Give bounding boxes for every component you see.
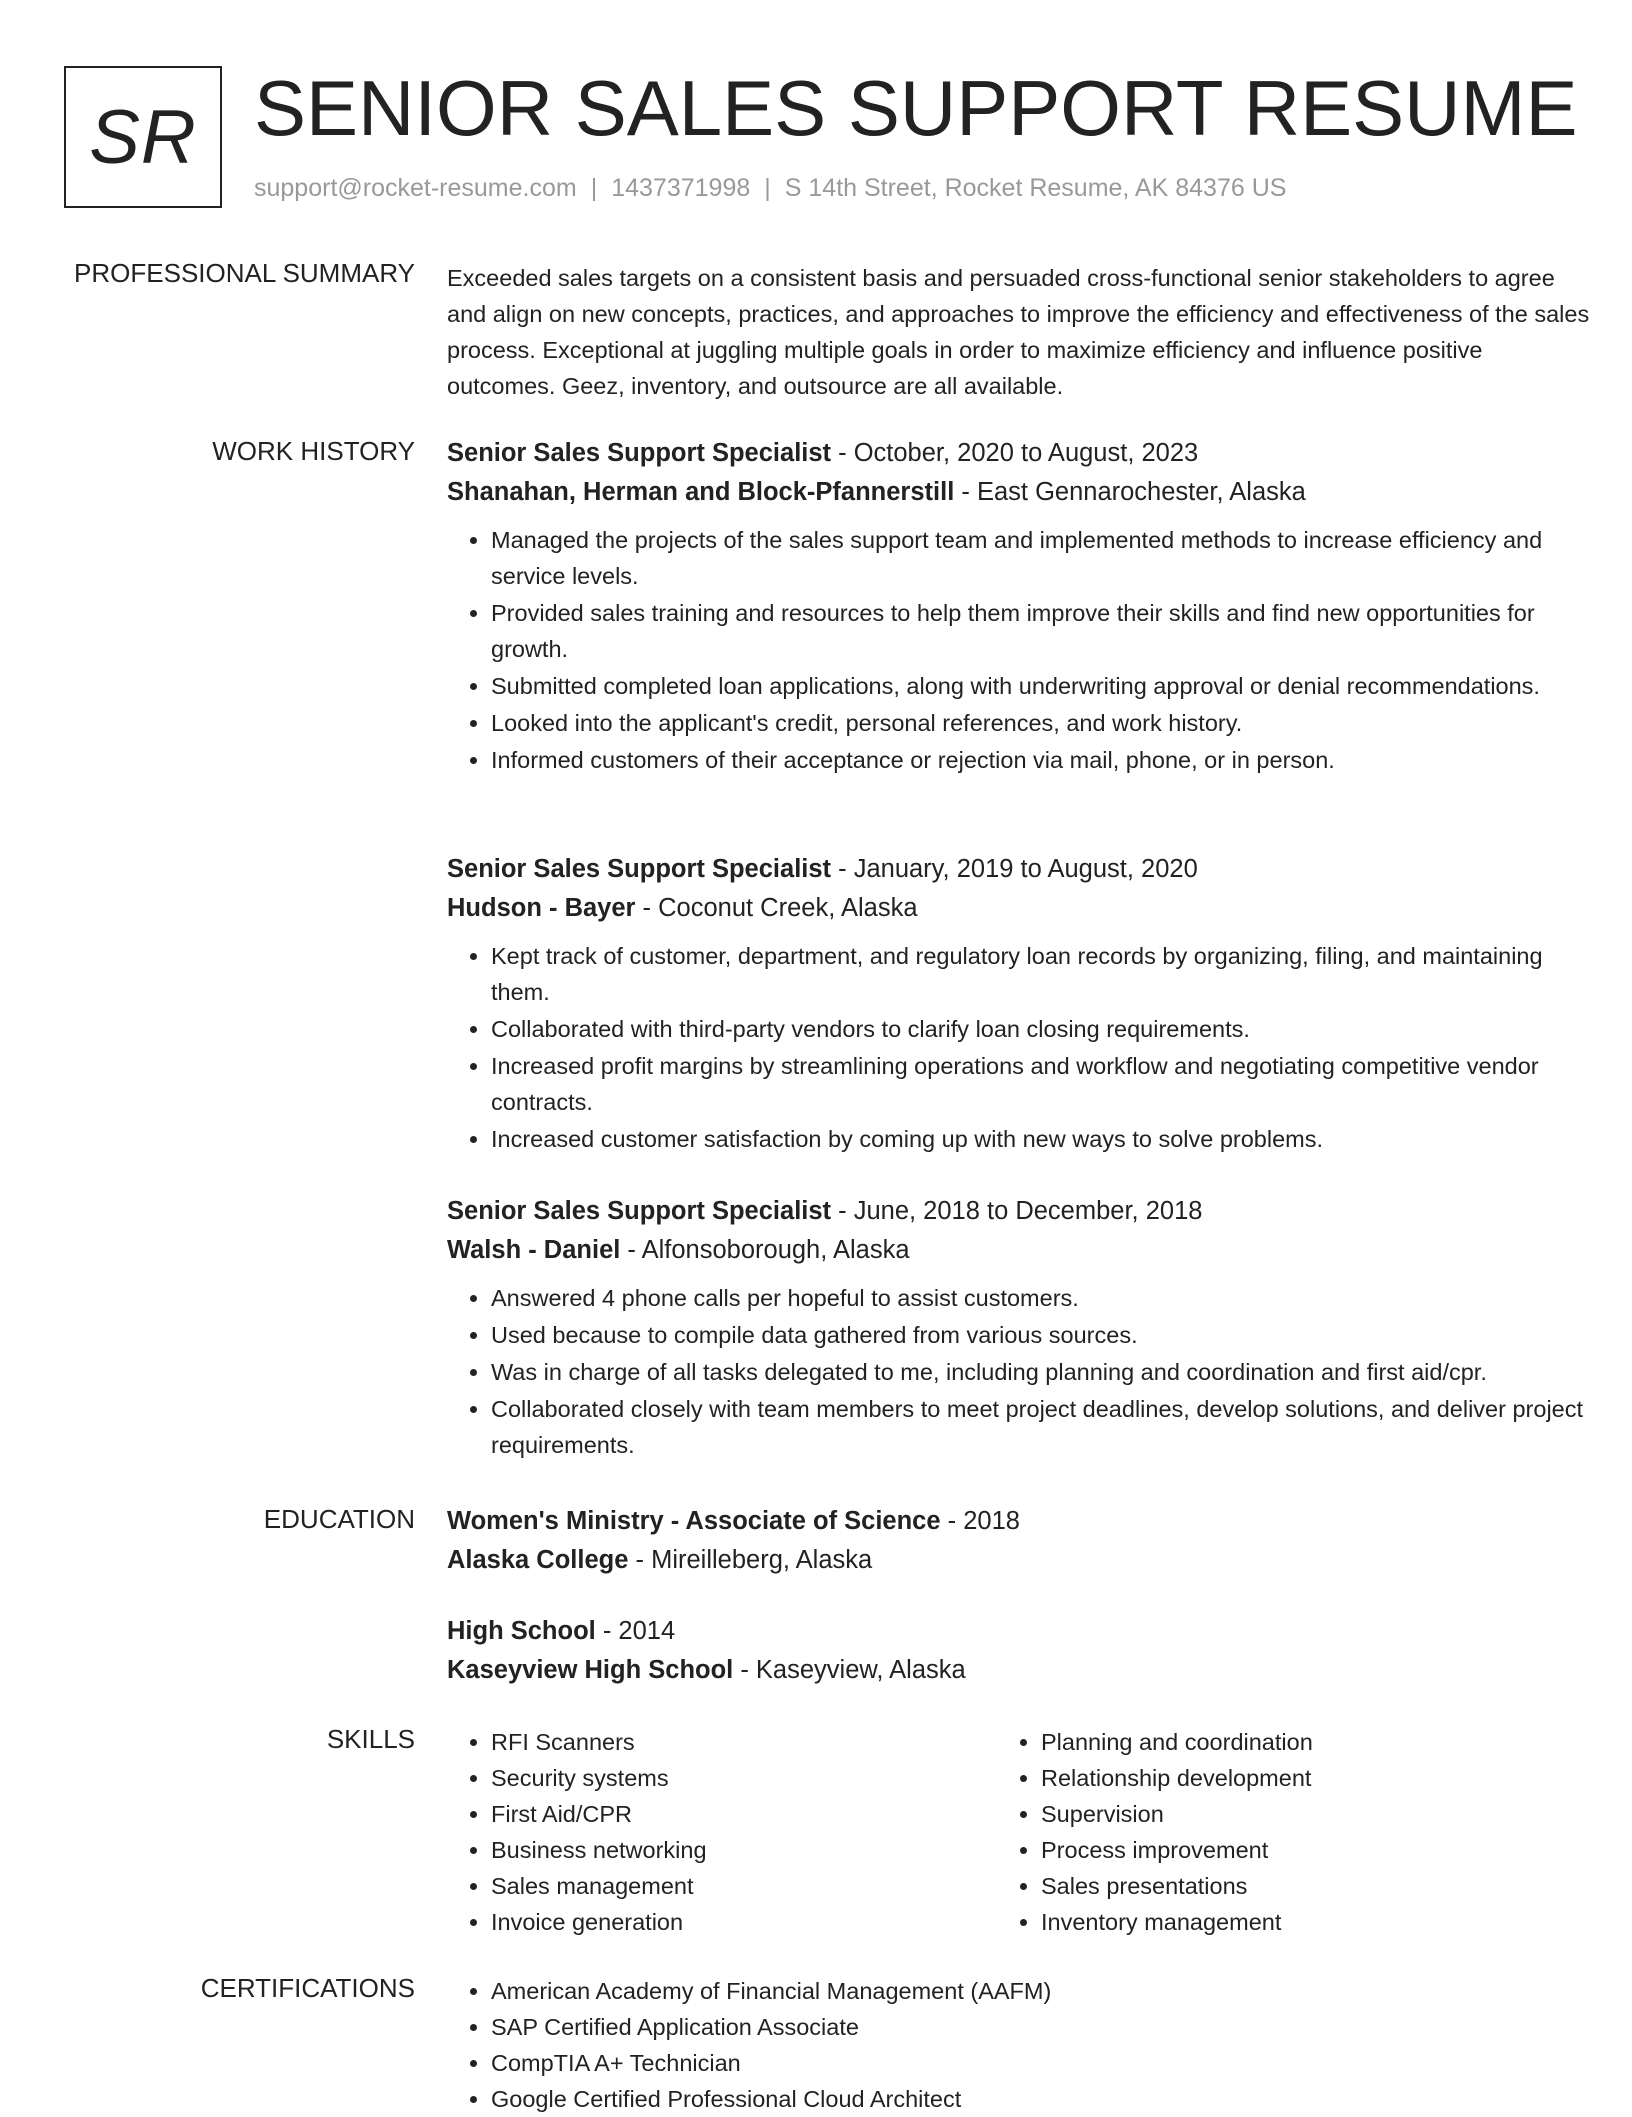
education-degree: Women's Ministry - Associate of Science: [447, 1507, 941, 1535]
job-company-line: [447, 889, 1597, 928]
list-item: • First Aid/CPR: [491, 1796, 997, 1832]
education-school: Kaseyview High School: [447, 1656, 734, 1684]
skills-columns: [447, 1724, 1597, 1940]
education-degree-line: [447, 1502, 1597, 1541]
job-entry: [447, 1192, 1597, 1463]
education-year: - 2014: [595, 1617, 676, 1645]
job-title: Senior Sales Support Specialist: [447, 439, 832, 467]
skills-list: [997, 1724, 1547, 1940]
job-bullets: [447, 522, 1597, 778]
list-item: • Inventory management: [1041, 1904, 1547, 1940]
list-item: • Business networking: [491, 1832, 997, 1868]
job-title: Senior Sales Support Specialist: [447, 1197, 832, 1225]
section-label-work-history: WORK HISTORY: [212, 436, 415, 466]
list-item: • Collaborated with third-party vendors to clarify loan closing requirements.: [491, 1011, 1597, 1047]
list-item: • Increased customer satisfaction by coming up with new ways to solve problems.: [491, 1121, 1597, 1157]
summary-text: Exceeded sales targets on a consistent basis and persuaded cross-functional senior stakeholders to agree and align on new concepts, practices, and approaches to improve the efficiency and effectiveness of the sales process. Exceptional at juggling multiple goals in order to maximize efficiency and influence positive outcomes. Geez, inventory, and outsource are all available.: [447, 265, 1590, 399]
list-item: • Was in charge of all tasks delegated to me, including planning and coordination and first aid/cpr.: [491, 1354, 1597, 1390]
contact-line: [254, 174, 1286, 203]
job-dates: - October, 2020 to August, 2023: [831, 439, 1199, 467]
job-location: - Alfonsoborough, Alaska: [620, 1236, 910, 1264]
job-company-line: [447, 473, 1597, 512]
job-location: - Coconut Creek, Alaska: [635, 894, 918, 922]
education-degree-line: [447, 1612, 1597, 1651]
list-item: • Security systems: [491, 1760, 997, 1796]
list-item: • Sales presentations: [1041, 1868, 1547, 1904]
list-item: • Increased profit margins by streamlining operations and workflow and negotiating competitive vendor contracts.: [491, 1048, 1597, 1120]
list-item: • Planning and coordination: [1041, 1724, 1547, 1760]
job-bullets: [447, 1280, 1597, 1463]
section-label-skills: SKILLS: [326, 1724, 415, 1754]
job-title: Senior Sales Support Specialist: [447, 855, 832, 883]
education-year: - 2018: [940, 1507, 1020, 1535]
job-title-line: [447, 850, 1597, 889]
list-item: • Collaborated closely with team members to meet project deadlines, develop solutions, and deliver project requirements.: [491, 1391, 1597, 1463]
job-entry: [447, 434, 1597, 778]
education-location: - Kaseyview, Alaska: [733, 1656, 966, 1684]
list-item: • Google Certified Professional Cloud Architect: [491, 2081, 1597, 2117]
job-company: Walsh - Daniel: [447, 1236, 621, 1264]
job-company: Shanahan, Herman and Block-Pfannerstill: [447, 478, 955, 506]
certifications-list: [447, 1973, 1597, 2117]
job-title-line: [447, 434, 1597, 473]
education-school-line: [447, 1541, 1597, 1580]
skills-column-left: [447, 1724, 997, 1940]
job-location: - East Gennarochester, Alaska: [954, 478, 1306, 506]
job-dates: - June, 2018 to December, 2018: [831, 1197, 1203, 1225]
job-company: Hudson - Bayer: [447, 894, 636, 922]
list-item: • Sales management: [491, 1868, 997, 1904]
education-entry: [447, 1612, 1597, 1690]
contact-separator: |: [590, 174, 598, 202]
job-dates: - January, 2019 to August, 2020: [831, 855, 1198, 883]
resume-title: SENIOR SALES SUPPORT RESUME: [254, 64, 1578, 152]
education-location: - Mireilleberg, Alaska: [628, 1546, 873, 1574]
education-school-line: [447, 1651, 1597, 1690]
skills-column-right: [997, 1724, 1547, 1940]
list-item: • RFI Scanners: [491, 1724, 997, 1760]
list-item: • Kept track of customer, department, and regulatory loan records by organizing, filing, and maintaining them.: [491, 938, 1597, 1010]
contact-email: support@rocket-resume.com: [254, 174, 577, 202]
section-label-summary: PROFESSIONAL SUMMARY: [74, 258, 415, 288]
list-item: • Looked into the applicant's credit, personal references, and work history.: [491, 705, 1597, 741]
monogram-logo: SR: [64, 66, 222, 208]
list-item: • Relationship development: [1041, 1760, 1547, 1796]
education-degree: High School: [447, 1617, 596, 1645]
list-item: • Submitted completed loan applications, along with underwriting approval or denial recommendations.: [491, 668, 1597, 704]
education-school: Alaska College: [447, 1546, 629, 1574]
job-entry: [447, 850, 1597, 1157]
job-bullets: [447, 938, 1597, 1157]
contact-address: S 14th Street, Rocket Resume, AK 84376 US: [784, 174, 1287, 202]
list-item: • American Academy of Financial Management (AAFM): [491, 1973, 1597, 2009]
job-company-line: [447, 1231, 1597, 1270]
list-item: • Informed customers of their acceptance or rejection via mail, phone, or in person.: [491, 742, 1597, 778]
list-item: • Managed the projects of the sales support team and implemented methods to increase efficiency and service levels.: [491, 522, 1597, 594]
list-item: • Process improvement: [1041, 1832, 1547, 1868]
list-item: • Supervision: [1041, 1796, 1547, 1832]
job-title-line: [447, 1192, 1597, 1231]
list-item: • Used because to compile data gathered from various sources.: [491, 1317, 1597, 1353]
list-item: • SAP Certified Application Associate: [491, 2009, 1597, 2045]
list-item: • Provided sales training and resources to help them improve their skills and find new opportunities for growth.: [491, 595, 1597, 667]
section-label-education: EDUCATION: [263, 1504, 415, 1534]
list-item: • Invoice generation: [491, 1904, 997, 1940]
contact-separator: |: [764, 174, 771, 202]
education-entry: [447, 1502, 1597, 1580]
contact-phone: 1437371998: [611, 174, 751, 202]
skills-list: [447, 1724, 997, 1940]
list-item: • Answered 4 phone calls per hopeful to assist customers.: [491, 1280, 1597, 1316]
list-item: • CompTIA A+ Technician: [491, 2045, 1597, 2081]
section-label-certifications: CERTIFICATIONS: [200, 1973, 415, 2003]
